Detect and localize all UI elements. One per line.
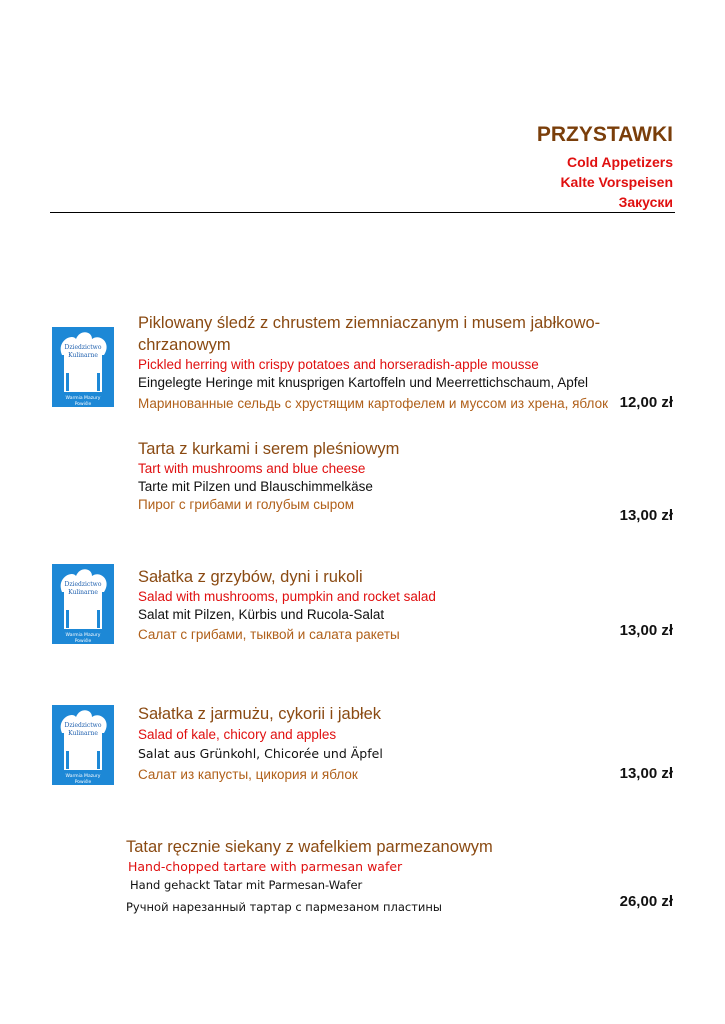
logo-text-4: Powiśle <box>74 780 92 785</box>
item-name-pl: Tarta z kurkami i serem pleśniowym <box>138 440 400 458</box>
menu-item <box>126 836 666 914</box>
logo-text-1: Dziedzictwo <box>64 722 102 729</box>
item-name-ru: Ручной нарезанный тартар с пармезаном пластины <box>126 900 442 914</box>
item-name-de: Hand gehackt Tatar mit Parmesan-Wafer <box>130 878 363 892</box>
logo-text-2: Kulinarne <box>68 589 98 596</box>
section-title-en: Cold Appetizers <box>566 154 673 170</box>
logo-text-1: Dziedzictwo <box>64 344 102 351</box>
logo-text-2: Kulinarne <box>68 352 98 359</box>
item-name-pl: Sałatka z jarmużu, cykorii i jabłek <box>138 705 382 723</box>
item-name-en: Salad of kale, chicory and apples <box>138 727 337 742</box>
item-name-en: Salad with mushrooms, pumpkin and rocket salad <box>138 589 436 604</box>
menu-header <box>537 122 673 212</box>
header-divider <box>50 212 675 213</box>
menu-item <box>138 566 678 644</box>
item-price: 12,00 zł <box>619 394 673 411</box>
item-name-ru: Пирог с грибами и голубым сыром <box>138 497 355 512</box>
item-name-en: Tart with mushrooms and blue cheese <box>138 461 366 476</box>
logo-text-2: Kulinarne <box>68 730 98 737</box>
section-title-de: Kalte Vorspeisen <box>560 174 673 190</box>
logo-text-1: Dziedzictwo <box>64 581 102 588</box>
item-name-de: Salat aus Grünkohl, Chicorée und Äpfel <box>138 746 383 761</box>
culinary-heritage-logo <box>52 327 114 407</box>
item-name-en: Hand-chopped tartare with parmesan wafer <box>128 859 403 874</box>
item-price: 13,00 zł <box>619 622 673 639</box>
item-price: 26,00 zł <box>619 893 673 910</box>
item-price: 13,00 zł <box>619 765 673 782</box>
logo-text-3: Warmia Mazury <box>65 774 101 779</box>
item-name-pl: Piklowany śledź z chrustem ziemniaczanym i musem jabłkowo-chrzanowym <box>138 314 601 354</box>
item-name-de: Eingelegte Heringe mit knusprigen Kartoffeln und Meerrettichschaum, Apfel <box>138 375 589 390</box>
item-name-de: Tarte mit Pilzen und Blauschimmelkäse <box>138 479 373 494</box>
culinary-heritage-logo <box>52 564 114 644</box>
logo-text-3: Warmia Mazury <box>65 396 101 401</box>
section-title: PRZYSTAWKI <box>536 123 673 146</box>
item-name-ru: Салат из капусты, цикория и яблок <box>138 767 358 782</box>
item-name-de: Salat mit Pilzen, Kürbis und Rucola-Salat <box>138 607 385 622</box>
section-title-ru: Закуски <box>618 194 673 210</box>
menu-item <box>138 703 678 784</box>
logo-text-3: Warmia Mazury <box>65 633 101 638</box>
item-name-en: Pickled herring with crispy potatoes and horseradish-apple mousse <box>138 357 539 372</box>
culinary-heritage-logo <box>52 705 114 785</box>
item-price: 13,00 zł <box>619 507 673 524</box>
item-name-ru: Салат с грибами, тыквой и салата ракеты <box>138 627 400 642</box>
logo-text-4: Powiśle <box>74 639 92 644</box>
menu-item <box>138 438 678 514</box>
item-name-pl: Tatar ręcznie siekany z wafelkiem parmezanowym <box>126 838 493 856</box>
menu-item <box>138 312 618 413</box>
item-name-ru: Маринованные сельдь с хрустящим картофелем и муссом из хрена, яблок <box>138 396 608 411</box>
item-name-pl: Sałatka z grzybów, dyni i rukoli <box>138 568 363 586</box>
logo-text-4: Powiśle <box>74 402 92 407</box>
